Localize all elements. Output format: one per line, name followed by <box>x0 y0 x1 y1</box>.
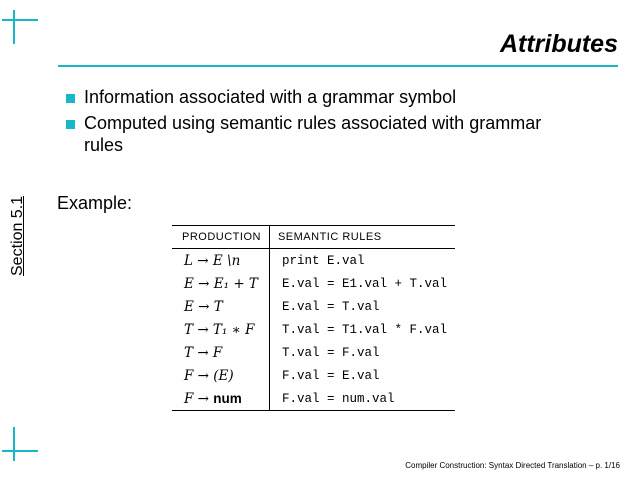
header-semantic-rules: SEMANTIC RULES <box>277 231 382 243</box>
production-rhs: E₁ + T <box>213 275 258 292</box>
bullet-text: Information associated with a grammar symbol <box>84 87 457 107</box>
bullet-square-icon <box>66 94 75 103</box>
production-rhs: num <box>213 390 242 406</box>
section-label: Section 5.1 <box>9 195 26 276</box>
table-row <box>172 249 455 273</box>
table-row <box>172 295 455 318</box>
slide-title: Attributes <box>499 30 618 58</box>
example-label: Example: <box>57 193 133 213</box>
production-rhs: T₁ ∗ F <box>212 321 255 338</box>
bullet-item <box>66 112 566 156</box>
arrow-symbol: → <box>197 321 209 338</box>
semantic-rule-cell: E.val = T.val <box>281 299 380 314</box>
semantic-rule-cell: F.val = num.val <box>281 391 395 406</box>
production-cell <box>172 295 269 318</box>
corner-mark-top <box>2 19 38 21</box>
semantic-rules-table <box>172 225 455 411</box>
production-lhs: F <box>184 390 194 407</box>
production-cell <box>172 272 269 295</box>
production-lhs: T <box>184 344 194 361</box>
semantic-rule-cell: T.val = T1.val * F.val <box>281 322 447 337</box>
production-cell <box>172 387 269 411</box>
table-row <box>172 272 455 295</box>
title-underline <box>58 65 618 67</box>
table-row <box>172 364 455 387</box>
semantic-rule-cell: T.val = F.val <box>281 345 380 360</box>
arrow-symbol: → <box>198 275 210 292</box>
production-cell <box>172 249 269 273</box>
corner-mark-top-vertical <box>13 10 15 44</box>
bullet-text: Computed using semantic rules associated with grammar rules <box>84 113 542 155</box>
semantic-rule-cell: E.val = E1.val + T.val <box>281 276 447 291</box>
production-lhs: E <box>184 275 194 292</box>
arrow-symbol: → <box>197 344 209 361</box>
production-rhs: F <box>212 344 223 361</box>
table-row <box>172 318 455 341</box>
corner-mark-bottom <box>2 450 38 452</box>
production-cell <box>172 364 269 387</box>
table-row <box>172 341 455 364</box>
production-lhs: E <box>184 298 194 315</box>
arrow-symbol: → <box>197 390 209 407</box>
bullet-square-icon <box>66 120 75 129</box>
production-rhs: T <box>213 298 223 315</box>
production-rhs: (E) <box>213 367 234 384</box>
table-header-row <box>172 226 455 249</box>
production-lhs: T <box>184 321 194 338</box>
production-rhs: E \n <box>212 252 241 269</box>
arrow-symbol: → <box>198 298 210 315</box>
header-production: PRODUCTION <box>172 226 269 249</box>
bullet-list <box>66 86 566 160</box>
production-cell <box>172 341 269 364</box>
semantic-rule-cell: print E.val <box>281 253 365 268</box>
table-row <box>172 387 455 411</box>
production-cell <box>172 318 269 341</box>
production-lhs: F <box>184 367 194 384</box>
arrow-symbol: → <box>197 252 209 269</box>
footer-text: Compiler Construction: Syntax Directed Translation – p. 1/16 <box>405 461 620 470</box>
production-lhs: L <box>184 252 193 269</box>
corner-mark-bottom-vertical <box>13 427 15 461</box>
bullet-item <box>66 86 566 108</box>
semantic-rule-cell: F.val = E.val <box>281 368 380 383</box>
arrow-symbol: → <box>197 367 209 384</box>
